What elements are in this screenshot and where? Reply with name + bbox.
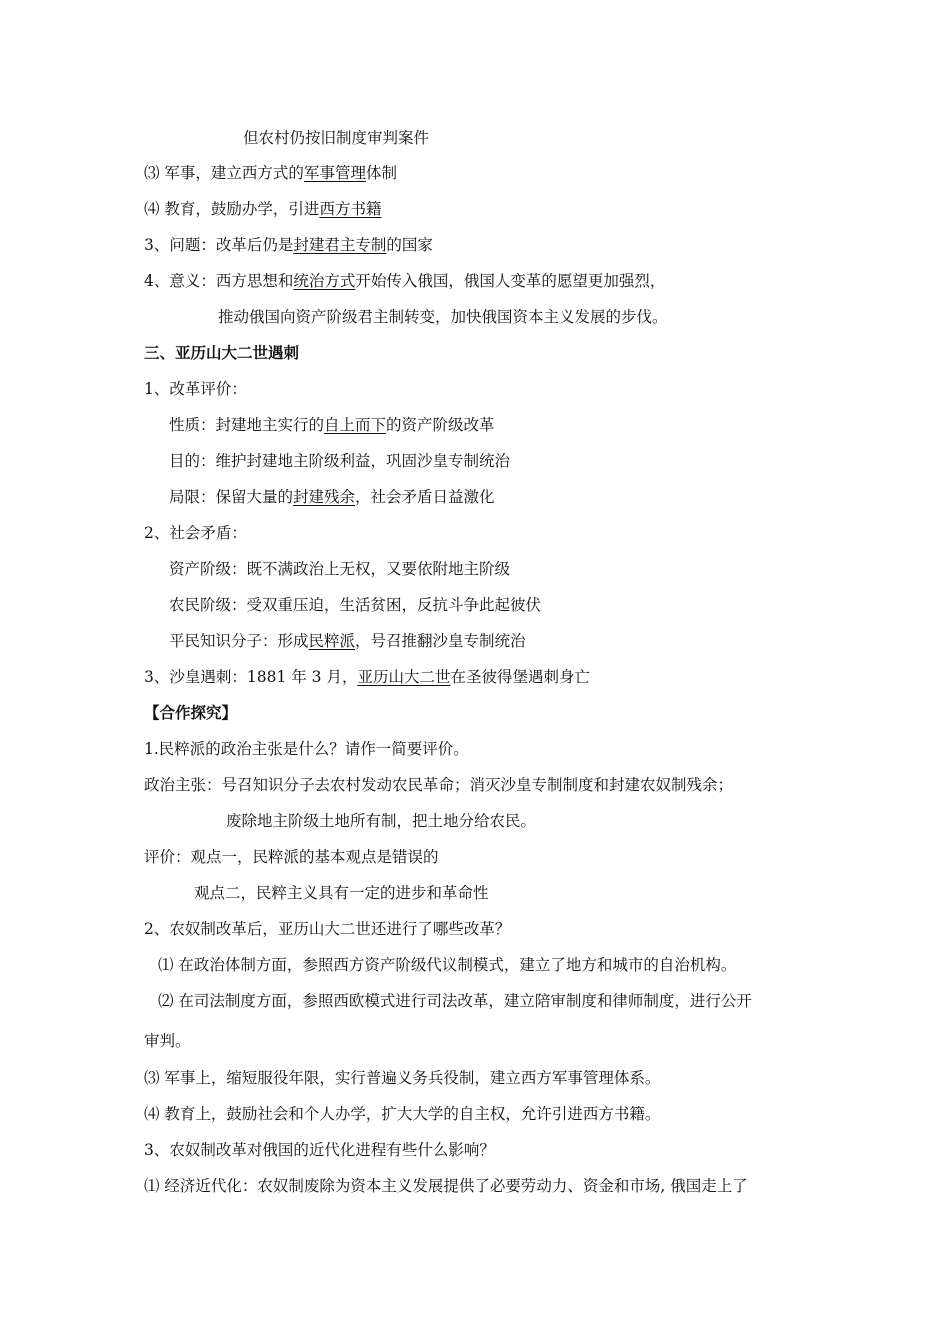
- text-line: ⑴ 在政治体制方面，参照西方资产阶级代议制模式，建立了地方和城市的自治机构。: [158, 956, 737, 974]
- underlined-term: 民粹派: [308, 632, 356, 650]
- text-line: 农民阶级：受双重压迫，生活贫困，反抗斗争此起彼伏: [169, 596, 542, 614]
- text-line-military: ⑶ 军事，建立西方式的军事管理体制: [144, 164, 397, 182]
- text-line: ⑴ 经济近代化：农奴制废除为资本主义发展提供了必要劳动力、资金和市场, 俄国走上了: [144, 1177, 748, 1195]
- underlined-term: 亚历山大二世: [357, 668, 451, 686]
- underlined-term: 统治方式: [293, 272, 356, 290]
- underlined-term: 封建君主专制: [293, 236, 387, 254]
- text-line-limit: 局限：保留大量的封建残余，社会矛盾日益激化: [169, 488, 495, 506]
- text-line: 目的：维护封建地主阶级利益，巩固沙皇专制统治: [169, 452, 511, 470]
- section-heading: 【合作探究】: [144, 703, 238, 722]
- text-line: 资产阶级：既不满政治上无权，又要依附地主阶级: [169, 560, 511, 578]
- underlined-term: 军事管理: [303, 164, 366, 182]
- text-line: ⑵ 在司法制度方面，参照西欧模式进行司法改革，建立陪审制度和律师制度，进行公开: [158, 992, 752, 1010]
- underlined-term: 封建残余: [293, 488, 356, 506]
- text-line: 但农村仍按旧制度审判案件: [243, 129, 430, 147]
- text-line: 政治主张：号召知识分子去农村发动农民革命；消灭沙皇专制制度和封建农奴制残余；: [144, 776, 734, 794]
- text-line-intellectuals: 平民知识分子：形成民粹派，号召推翻沙皇专制统治: [169, 632, 526, 650]
- underlined-term: 西方书籍: [319, 200, 382, 218]
- section-heading: 三、亚历山大二世遇刺: [144, 343, 300, 362]
- text-line-nature: 性质：封建地主实行的自上而下的资产阶级改革: [169, 416, 495, 434]
- text-line: ⑶ 军事上，缩短服役年限，实行普遍义务兵役制，建立西方军事管理体系。: [144, 1069, 661, 1087]
- underlined-term: 自上而下: [324, 416, 387, 434]
- text-line: 审判。: [144, 1032, 191, 1050]
- text-line: 评价：观点一，民粹派的基本观点是错误的: [144, 848, 439, 866]
- text-line: 观点二，民粹主义具有一定的进步和革命性: [194, 884, 489, 902]
- text-line: ⑷ 教育上，鼓励社会和个人办学，扩大大学的自主权，允许引进西方书籍。: [144, 1105, 661, 1123]
- text-line-education: ⑷ 教育，鼓励办学，引进西方书籍: [144, 200, 382, 218]
- text-line: 推动俄国向资产阶级君主制转变，加快俄国资本主义发展的步伐。: [218, 308, 668, 326]
- text-line-meaning: 4、意义：西方思想和统治方式开始传入俄国，俄国人变革的愿望更加强烈，: [144, 272, 666, 290]
- question-1: 1.民粹派的政治主张是什么？请作一简要评价。: [144, 740, 469, 758]
- text-line: 废除地主阶级土地所有制，把土地分给农民。: [226, 812, 537, 830]
- question-3: 3、农奴制改革对俄国的近代化进程有些什么影响？: [144, 1141, 495, 1159]
- text-line: 2、社会矛盾：: [144, 524, 247, 542]
- text-line: 1、改革评价：: [144, 380, 247, 398]
- text-line-problem: 3、问题：改革后仍是封建君主专制的国家: [144, 236, 433, 254]
- question-2: 2、农奴制改革后，亚历山大二世还进行了哪些改革？: [144, 920, 511, 938]
- text-line-assassination: 3、沙皇遇刺：1881 年 3 月，亚历山大二世在圣彼得堡遇刺身亡: [144, 668, 590, 686]
